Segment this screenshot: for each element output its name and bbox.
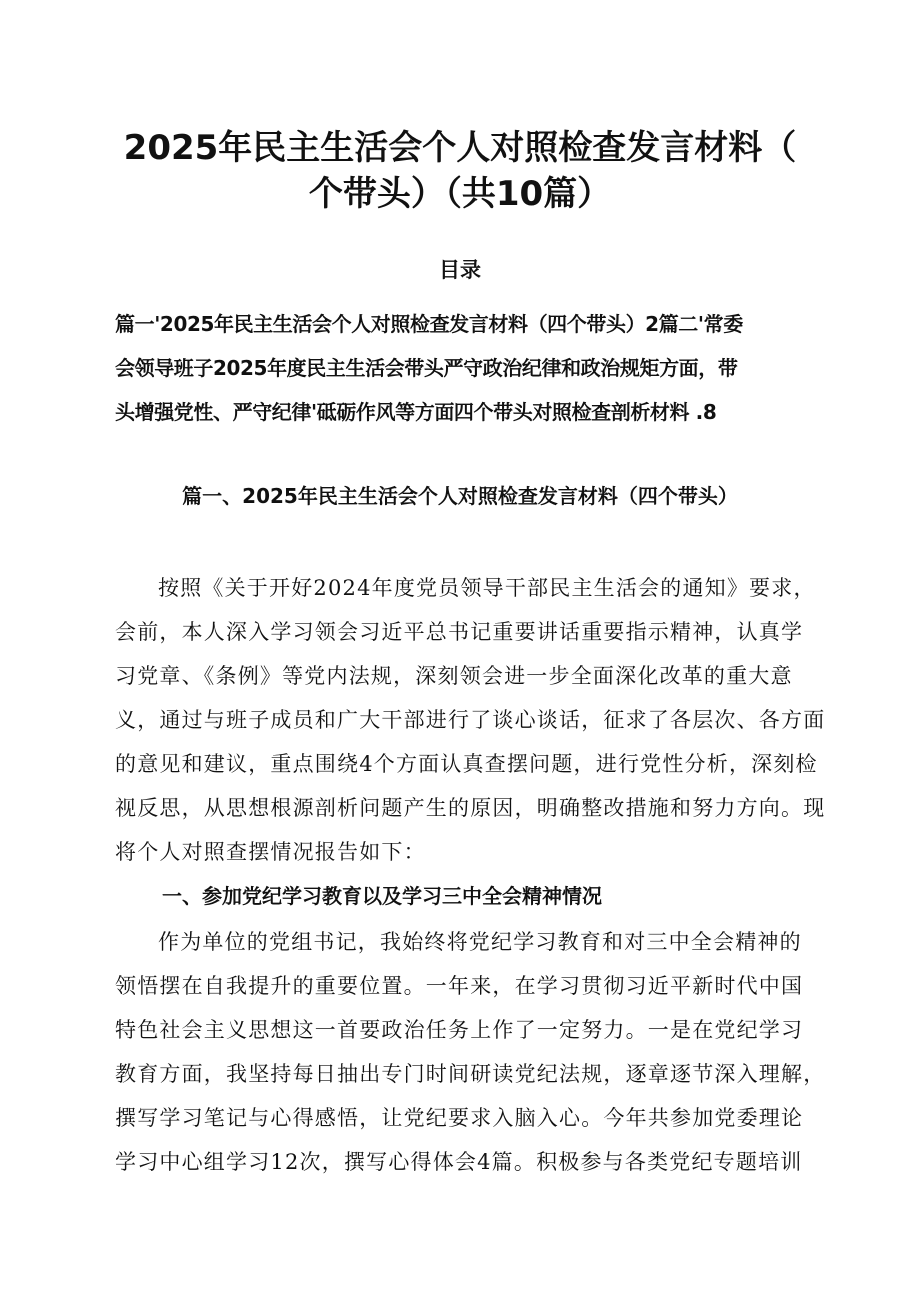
paragraph-line: 视反思，从思想根源剖析问题产生的原因，明确整改措施和努力方向。现 [115,796,826,820]
document-title-line-2: 个带头）（共10篇） [308,174,612,214]
paragraph-line: 的意见和建议，重点围绕4个方面认真查摆问题，进行党性分析，深刻检 [115,752,818,776]
paragraph-line: 按照《关于开好2024年度党员领导干部民主生活会的通知》要求， [158,576,816,600]
paragraph-line: 作为单位的党组书记，我始终将党纪学习教育和对三中全会精神的 [158,930,802,954]
paragraph-line: 学习中心组学习12次，撰写心得体会4篇。积极参与各类党纪专题培训 [115,1150,803,1174]
paragraph-line: 义，通过与班子成员和广大干部进行了谈心谈话，征求了各层次、各方面 [115,708,826,732]
paragraph-line: 特色社会主义思想这一首要政治任务上作了一定努力。一是在党纪学习 [115,1018,804,1042]
document-title-line-1: 2025年民主生活会个人对照检查发言材料（ [123,128,797,168]
paragraph-line: 领悟摆在自我提升的重要位置。一年来，在学习贯彻习近平新时代中国 [115,974,804,998]
subheading: 一、参加党纪学习教育以及学习三中全会精神情况 [162,884,602,908]
paragraph-line: 教育方面，我坚持每日抽出专门时间研读党纪法规，逐章逐节深入理解， [115,1062,826,1086]
toc-line: 篇一'2025年民主生活会个人对照检查发言材料（四个带头）2篇二'常委 [115,312,743,336]
toc-line: 头增强党性、严守纪律'砥砺作风等方面四个带头对照检查剖析材料 .8 [115,400,717,424]
toc-heading: 目录 [439,258,481,282]
paragraph-line: 将个人对照查摆情况报告如下： [115,840,426,864]
toc-line: 会领导班子2025年度民主生活会带头严守政治纪律和政治规矩方面，带 [115,356,738,380]
paragraph-line: 会前，本人深入学习领会习近平总书记重要讲话重要指示精神，认真学 [115,620,804,644]
paragraph-line: 习党章、《条例》等党内法规，深刻领会进一步全面深化改革的重大意 [115,664,793,688]
section-heading: 篇一、2025年民主生活会个人对照检查发言材料（四个带头） [182,484,738,508]
paragraph-line: 撰写学习笔记与心得感悟，让党纪要求入脑入心。今年共参加党委理论 [115,1106,804,1130]
